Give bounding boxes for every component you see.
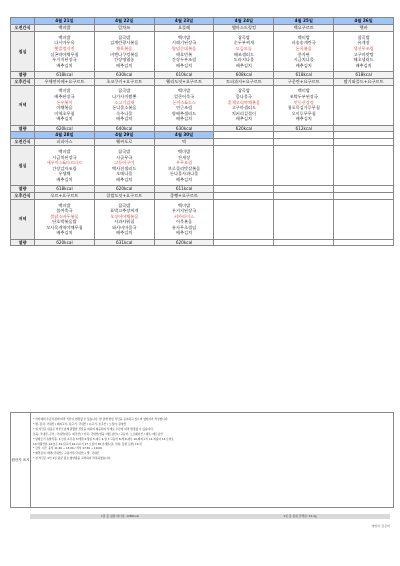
menu-item: 파송송계란국 [291, 40, 316, 46]
note-line: * 배추김치: 배추(국내산), 고춧가루(국내산) / 쌀: 국내산 [33, 451, 100, 456]
menu-item: 우셍채 [58, 171, 71, 177]
date-header: 4월 29일 [94, 132, 154, 139]
menu-cell: 딸기와플드+요구르트 [334, 78, 394, 85]
empty-cell [214, 199, 274, 239]
menu-item: 브로콜리맛살볶음 [167, 165, 201, 171]
menu-item: 오징어야채볶음 [110, 213, 139, 219]
menu-item: 불닭소바두볶음 [50, 213, 79, 219]
menu-cell [334, 32, 394, 72]
menu-item: 고구마샐러드 [231, 105, 257, 111]
menu-cell: 610kcal [154, 72, 214, 79]
header-corner [11, 18, 35, 25]
row-label-morning-snack: 오전간식 [11, 25, 35, 32]
menu-item: 야채볶음 [56, 105, 73, 111]
menu-item: 애호빈볶 [175, 51, 193, 57]
menu-item: 배추김치 [56, 176, 73, 182]
note-line: * 알레르기 유발식품: 1.난류 2.우유 3.메밀 4.땅콩 5.대두 6.밀 7.고등어 8.게 9.새우 10.돼지고기 11.복숭아 12.토마토 [33, 436, 174, 441]
menu-item: 잡곡밥 [118, 88, 131, 94]
empty-cell [214, 239, 274, 246]
menu-item: 풍자판 [297, 51, 310, 57]
menu-item: 사과샤워칩 [114, 219, 135, 225]
menu-cell [154, 85, 214, 125]
menu-item: 배추김치 [56, 116, 73, 122]
menu-item: 고구마맛탕 [353, 51, 374, 57]
menu-item: 배추김치 [175, 62, 193, 68]
note-line: * 위 식단표 내용은 학부모님께 원활한 전달을 위하여 제공되며 식재료 수급에 따라 변경될 수 있습니다. [33, 426, 154, 431]
menu-item: 간장두부조림 [171, 57, 197, 63]
menu-item: 배추김치 [116, 62, 133, 68]
empty-cell [274, 186, 334, 193]
empty-cell [274, 132, 334, 139]
menu-cell [274, 85, 334, 125]
menu-cell [154, 32, 214, 72]
date-header: 4월 26일 [334, 18, 394, 25]
menu-item: 미역초무침 [54, 110, 75, 116]
menu-item: 간장감자조림 [52, 165, 77, 171]
menu-item: 불여축국 [56, 208, 73, 214]
menu-item: 돈까스&소스 [172, 99, 196, 105]
menu-cell [94, 199, 154, 239]
menu-cell [214, 85, 274, 125]
menu-item: 시금치나물 [293, 57, 314, 63]
menu-item: 나가사끼짬뽕 [112, 93, 137, 99]
row-label-afternoon-snack: 오후간식 [11, 192, 35, 199]
menu-item: 얼큰어묵국 [173, 93, 195, 99]
menu-item: 유자무초절임 [171, 224, 197, 230]
menu-item: 연근조림 [175, 105, 193, 111]
menu-item: 백사진샐러드 [112, 165, 137, 171]
menu-item: 도라지나물 [233, 57, 255, 63]
menu-item: 다시마우육 [54, 40, 75, 46]
menu-cell [94, 85, 154, 125]
menu-cell: 종빵+요구르트 [154, 192, 214, 199]
menu-item: 백미밥 [178, 34, 191, 40]
menu-item: 배추김치 [295, 116, 312, 122]
menu-item: 해초샐러드 [353, 57, 374, 63]
note-line: 13.아황산류 14.호두 15.닭고기 16.쇠고기 17.오징어 18.조개류(굴, 전복, 홍합 포함) 19.잣 [33, 441, 142, 446]
notes-box [10, 412, 394, 508]
date-header: 4월 25일 [274, 18, 334, 25]
menu-cell: 618kcal [274, 72, 334, 79]
menu-cell: 631kcal [94, 239, 154, 246]
menu-item: 시금치된장국 [52, 154, 77, 160]
menu-cell: 611kcal [154, 186, 214, 193]
dietitian-sign: 영양사 김은미 [371, 524, 390, 528]
menu-item: 맛동산강정 [293, 99, 314, 105]
menu-cell: 백요구르트 [274, 25, 334, 32]
menu-item: 양배추샐러드 [171, 110, 197, 116]
menu-item: 실곤약야채무침 [50, 51, 79, 57]
menu-item: 우거지된장국 [52, 57, 77, 63]
menu-cell: 구운란+요구르트 [274, 78, 334, 85]
menu-item: 배추김치 [295, 62, 312, 68]
note-line: * 급식 시간: 중식 11:30 ~ 13:00 / 석식 17:30 ~ 19:00 [33, 446, 102, 451]
date-header: 4월 22일 [94, 18, 154, 25]
menu-item: 잡곡밥 [118, 202, 131, 208]
empty-cell [214, 132, 274, 139]
menu-cell: 찰쌀도넛+요구르트 [94, 192, 154, 199]
menu-item: 모사목개역야채무침 [46, 224, 83, 230]
menu-cell: 웰씨포로 [94, 139, 154, 146]
menu-cell [94, 32, 154, 72]
menu-item: 돈우볶이 [56, 99, 73, 105]
row-label-afternoon-snack: 오후간식 [11, 78, 35, 85]
row-label-dinner: 저녁 [11, 85, 35, 125]
empty-cell [274, 192, 334, 199]
menu-cell: 620kcal [94, 186, 154, 193]
row-label-dinner: 저녁 [11, 199, 35, 239]
row-label-lunch: 점심 [11, 146, 35, 186]
date-header: 4월 21일 [35, 18, 95, 25]
menu-item: 숙주나물 [116, 110, 133, 116]
menu-item: 배추김치 [355, 62, 372, 68]
empty-cell [334, 239, 394, 246]
row-label-morning-snack: 오전간식 [11, 139, 35, 146]
menu-cell: 햄마스드링킹 [214, 25, 274, 32]
menu-item: 잡곡밥 [118, 34, 131, 40]
menu-item: 오이루무무침 [291, 110, 316, 116]
weekly-menu-table [10, 17, 394, 246]
menu-item: 커카라이스 [173, 213, 195, 219]
menu-item: 유개장 [357, 40, 370, 46]
menu-item: 배추김치 [175, 116, 193, 122]
menu-item: 햇발정자전 [54, 45, 75, 51]
menu-item: 배추김치 [116, 176, 133, 182]
menu-cell [334, 125, 394, 132]
menu-cell: 630kcal [94, 72, 154, 79]
menu-cell [94, 146, 154, 186]
menu-cell [154, 146, 214, 186]
menu-item: 배추김치 [175, 230, 193, 236]
menu-cell: 630kcal [154, 125, 214, 132]
menu-item: 고등어구이 [114, 160, 135, 166]
notes-body [33, 417, 389, 461]
notes-label: 원산지 표시 [11, 413, 31, 507]
menu-cell [214, 32, 274, 72]
menu-item: 배추김치 [175, 176, 193, 182]
menu-cell: 요플레 [154, 25, 214, 32]
menu-item: 백미밥 [297, 88, 310, 94]
menu-item: 돈나물사과나물 [169, 171, 199, 177]
menu-item: 돈육볶음 [295, 45, 312, 51]
empty-cell [334, 146, 394, 186]
note-line: * 쌀, 김치: 국내산 / 돼지고기, 닭고기: 국내산 / 쇠고기: 호주산 / 오징어: 원양산 [33, 421, 127, 426]
empty-cell [334, 132, 394, 139]
empty-cell [334, 186, 394, 193]
menu-cell: 햇바 [334, 25, 394, 32]
menu-item: 잡곡밥 [118, 148, 131, 154]
menu-item: 시래기된장국 [171, 40, 197, 46]
menu-cell: 먹 [154, 139, 214, 146]
empty-cell [214, 139, 274, 146]
menu-item: 치커리겉절이 [231, 110, 257, 116]
menu-cell [334, 85, 394, 125]
menu-item: 배추김치 [235, 116, 252, 122]
note-line: * 식자재의 수급사정에 따라 식단이 변경될 수 있습니다. 한 달에 한번 식단을 공지하고 있으며 영양사가 작성합니다. [33, 417, 169, 421]
menu-item: 백미밥 [178, 202, 191, 208]
empty-cell [274, 139, 334, 146]
row-label-kcal: 열량 [11, 125, 35, 132]
menu-item: 백미밥 [58, 202, 71, 208]
menu-cell: 620kcal [214, 125, 274, 132]
menu-item: 돈니물소볶음 [112, 105, 137, 111]
row-label-lunch: 점심 [11, 32, 35, 72]
menu-item: 배추김치 [56, 62, 73, 68]
menu-item: 소고기김재 [114, 99, 135, 105]
menu-item: 백미밥 [178, 148, 191, 154]
menu-item: 생선무조림 [353, 45, 374, 51]
menu-item: 순두부찌개 [233, 40, 255, 46]
empty-cell [274, 239, 334, 246]
menu-item: 백미밥 [58, 148, 71, 154]
menu-cell: 토피과자+요구르트 [214, 78, 274, 85]
menu-item: 조박두부된장국 [289, 93, 318, 99]
menu-item: 어묵볶음 [175, 219, 193, 225]
empty-cell [274, 199, 334, 239]
menu-item: 우무조림 [175, 160, 193, 166]
empty-cell [274, 146, 334, 186]
menu-item: 콩나물국 [235, 93, 252, 99]
row-label-kcal: 열량 [11, 186, 35, 193]
menu-item: 백미밥 [178, 88, 191, 94]
note-line: 돈육: 국내산, 두부: 국내산(대두: 외국산) / 어묵: 국내산(연육: 베트남산) / 고등어: 노르웨이산 / 새우: 베트남산 [33, 431, 163, 436]
menu-item: 간장명엽놓 [114, 57, 135, 63]
menu-cell: 608kcal [214, 72, 274, 79]
menu-cell: 618kcal [35, 72, 95, 79]
menu-item: 표박고추장찌개 [110, 208, 139, 214]
empty-cell [214, 186, 274, 193]
menu-item: 훈제오리야채볶음 [227, 99, 261, 105]
menu-cell [35, 32, 95, 72]
menu-item: 양념순대볶음 [171, 45, 197, 51]
menu-cell: 640kcal [94, 125, 154, 132]
menu-cell: 618kcal [334, 72, 394, 79]
menu-cell: 알차쓰 [94, 25, 154, 32]
menu-item: 모듬모돌 [235, 45, 252, 51]
menu-cell: 웰리도넛+요구르트 [154, 78, 214, 85]
menu-item: 비엔나쿠킹볶음 [110, 51, 139, 57]
menu-item: 와사비마물국 [112, 224, 137, 230]
menu-item: 김계란광사볶음 [110, 40, 139, 46]
menu-item: 잡곡밥 [237, 88, 250, 94]
menu-item: 잔게장 [178, 154, 191, 160]
date-header: 4월 28일 [35, 132, 95, 139]
menu-item: 배추된장국 [54, 93, 75, 99]
menu-item: 배추김치 [116, 230, 133, 236]
menu-cell: 초코쿠키+요구르트 [94, 78, 154, 85]
menu-cell [35, 85, 95, 125]
menu-item: 단호박볶음밥 [52, 219, 77, 225]
menu-cell [274, 32, 334, 72]
menu-cell: 우체연아메+요구르트 [35, 78, 95, 85]
menu-cell: 612kcal [274, 125, 334, 132]
menu-item: 잡곡밥 [357, 34, 370, 40]
menu-cell: 620kcal [154, 239, 214, 246]
menu-item: 사골무국 [116, 154, 133, 160]
date-header: 4월 30일 [154, 132, 214, 139]
menu-item: 세우까스&타르타르 [46, 160, 83, 166]
date-header: 4월 23일 [154, 18, 214, 25]
menu-item: 백미밥 [58, 34, 71, 40]
row-label-kcal: 열량 [11, 72, 35, 79]
menu-cell: 618kcal [35, 186, 95, 193]
empty-cell [214, 192, 274, 199]
menu-cell [154, 199, 214, 239]
menu-item: 배추김치 [116, 116, 133, 122]
menu-cell: 피피아스 [35, 139, 95, 146]
date-header: 4월 24일 [214, 18, 274, 25]
menu-item: 백미밥 [297, 34, 310, 40]
empty-cell [334, 139, 394, 146]
menu-item: 청포묵김가루무침 [287, 105, 320, 111]
footer-energy: 1일 총 섭취 에너지: 1280kcal [101, 514, 139, 518]
menu-item: 우거지된장국 [171, 208, 197, 214]
menu-cell: 620kcal [35, 239, 95, 246]
nutrition-footer [30, 514, 390, 519]
header-corner [11, 132, 35, 139]
menu-item: 배추김치 [56, 230, 73, 236]
empty-cell [334, 199, 394, 239]
empty-cell [214, 146, 274, 186]
menu-item: 잡곡밥 [237, 34, 250, 40]
menu-item: 해조샐러드 [233, 51, 255, 57]
row-label-kcal: 열량 [11, 239, 35, 246]
note-line: * 본 식단은 1인 1일 평균 필요 영양량을 고려하여 작성하였습니다. [33, 456, 112, 461]
menu-item: 오메나물 [116, 171, 133, 177]
menu-cell [35, 199, 95, 239]
menu-cell: 백미밥 [35, 25, 95, 32]
menu-cell: 620kcal [35, 125, 95, 132]
menu-item: 배추김치 [235, 62, 252, 68]
menu-item: 백미밥 [58, 88, 71, 94]
footer-protein: 1일 총 섭취 단백질: 54.4g [283, 514, 317, 518]
empty-cell [334, 192, 394, 199]
menu-cell: 오르+요구르트 [35, 192, 95, 199]
menu-cell [35, 146, 95, 186]
menu-item: 채육볶음 [116, 45, 133, 51]
